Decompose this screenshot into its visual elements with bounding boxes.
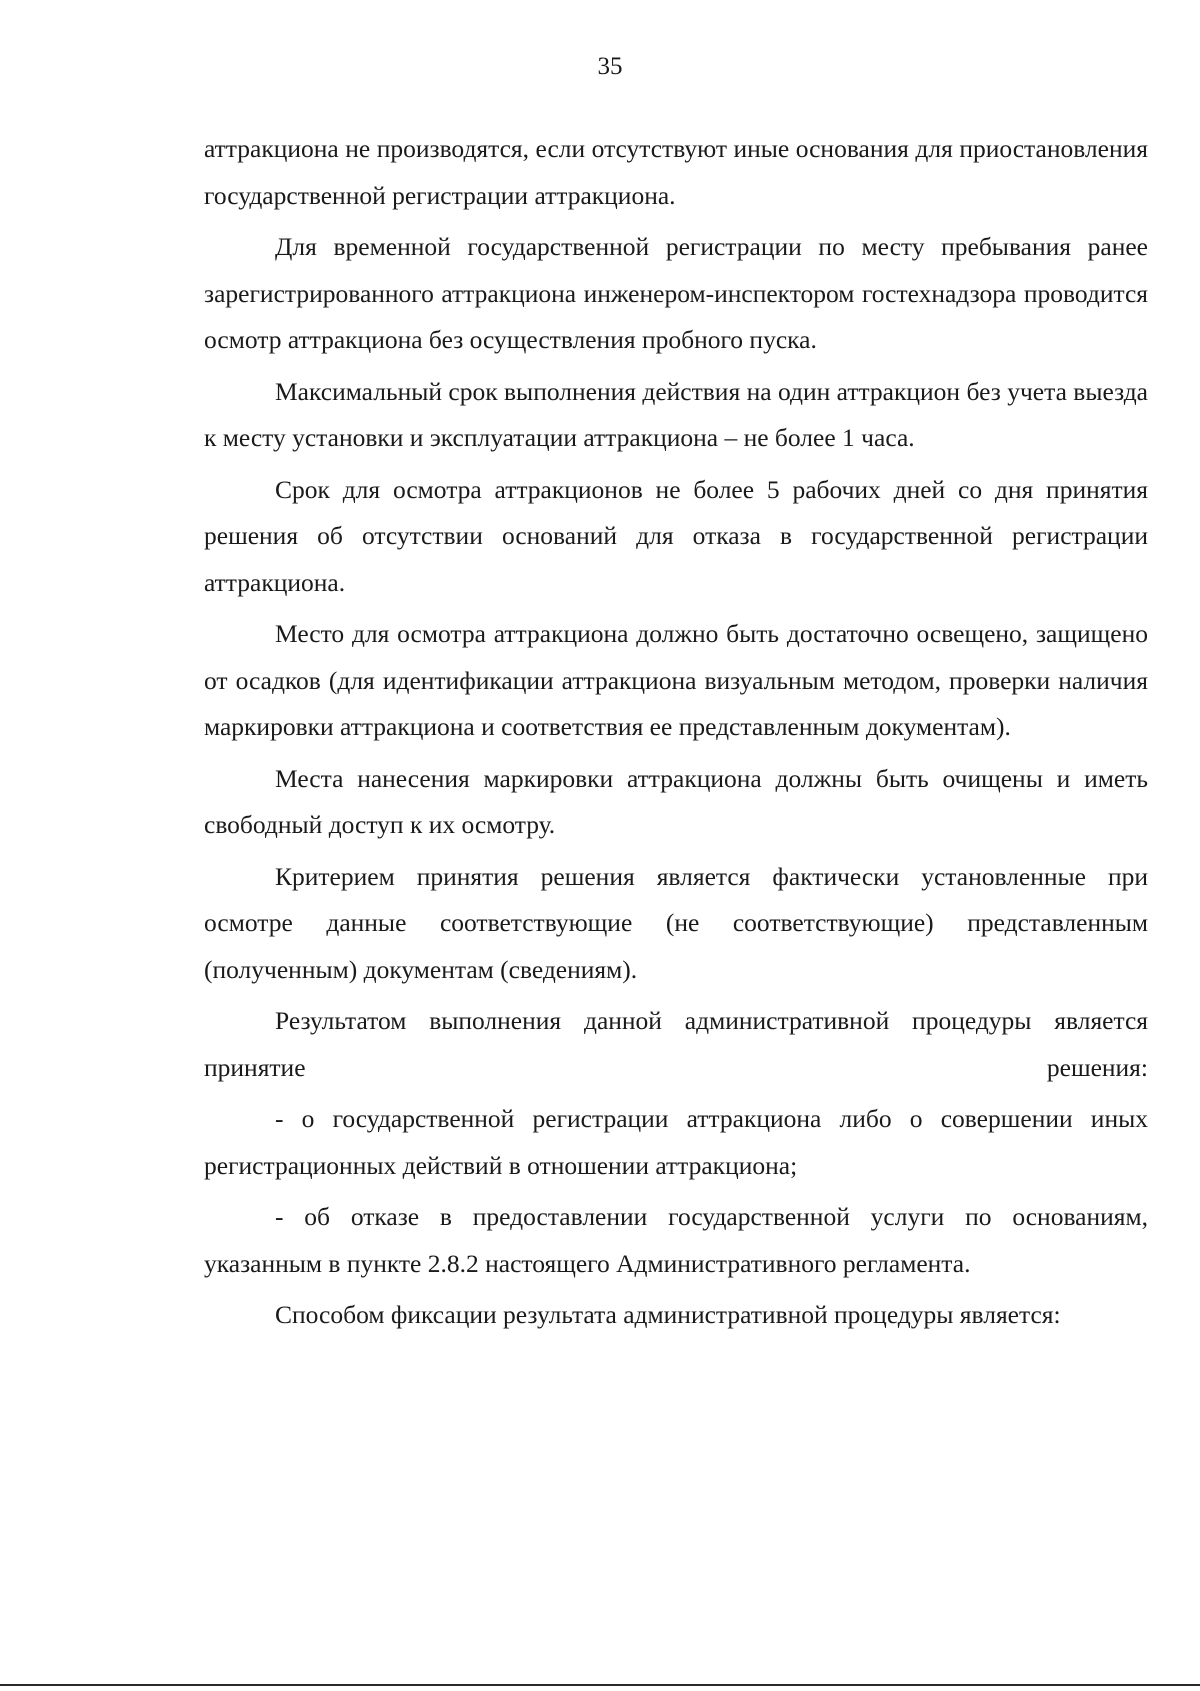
paragraph-marking-places: Места нанесения маркировки аттракциона должны быть очищены и иметь свободный доступ к их осмотру. xyxy=(204,763,1148,839)
paragraph-decision-criterion: Критерием принятия решения является фактически установленные при осмотре данные соответствующие (не соответствующие) представленным (полученным) документам (сведениям). xyxy=(204,861,1148,984)
list-item-registration-decision: - о государственной регистрации аттракциона либо о совершении иных регистрационных действий в отношении аттракциона; xyxy=(204,1104,1148,1180)
paragraph-inspection-place: Место для осмотра аттракциона должно быть достаточно освещено, защищено от осадков (для идентификации аттракциона визуальным методом, проверки наличия маркировки аттракциона и соответствия ее представленным документам). xyxy=(204,619,1148,741)
paragraph-result-recording: Способом фиксации результата административной процедуры является: xyxy=(275,1300,1061,1329)
bottom-rule xyxy=(0,1684,1200,1686)
page-number: 35 xyxy=(597,53,623,80)
paragraph-procedure-result: Результатом выполнения данной административной процедуры является принятие решения: xyxy=(204,1006,1148,1082)
paragraph-inspection-deadline: Срок для осмотра аттракционов не более 5 рабочих дней со дня принятия решения об отсутствии оснований для отказа в государственной регистрации аттракциона. xyxy=(204,474,1148,597)
paragraph-max-duration: Максимальный срок выполнения действия на один аттракцион без учета выезда к месту установки и эксплуатации аттракциона – не более 1 часа. xyxy=(204,376,1148,452)
paragraph-temporary-registration: Для временной государственной регистрации по месту пребывания ранее зарегистрированного аттракциона инженером-инспектором гостехнадзора проводится осмотр аттракциона без осуществления пробного пуска. xyxy=(204,232,1148,354)
list-item-refusal-decision: - об отказе в предоставлении государственной услуги по основаниям, указанным в пункте 2.8.2 настоящего Административного регламента. xyxy=(204,1202,1148,1278)
document-body xyxy=(204,126,1148,1344)
paragraph-continuation: аттракциона не производятся, если отсутствуют иные основания для приостановления государственной регистрации аттракциона. xyxy=(204,134,1148,210)
